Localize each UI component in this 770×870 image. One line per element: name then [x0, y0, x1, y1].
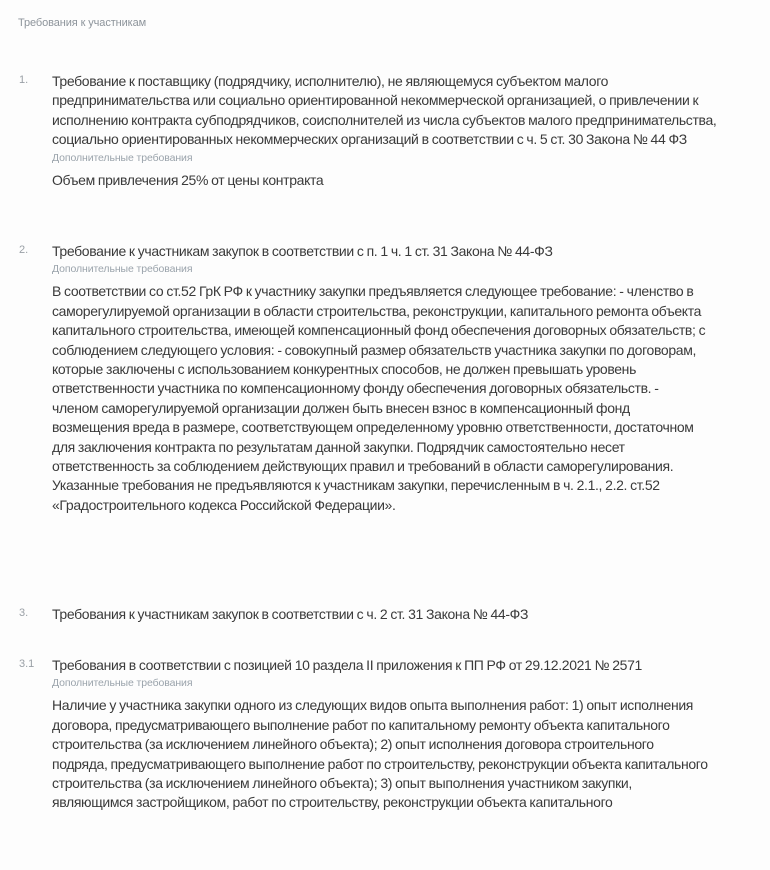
requirement-title: Требования к участникам закупок в соответствии с ч. 2 ст. 31 Закона № 44-ФЗ	[52, 606, 529, 622]
additional-requirements-label: Дополнительные требования	[52, 263, 193, 276]
additional-requirements-label: Дополнительные требования	[52, 151, 193, 164]
additional-requirements-label: Дополнительные требования	[52, 677, 193, 690]
requirement-title: Требования в соответствии с позицией 10 раздела II приложения к ПП РФ от 29.12.2021 № 2571	[52, 657, 642, 673]
requirement-title: Требование к участникам закупок в соответствии с п. 1 ч. 1 ст. 31 Закона № 44-ФЗ	[52, 243, 553, 259]
item-number: 1.	[19, 74, 29, 86]
item-number: 2.	[19, 244, 29, 256]
requirement-value: В соответствии со ст.52 ГрК РФ к участнику закупки предъявляется следующее требование: - членство в саморегулируемой организации в области строительства, реконструкции, капитального ремонта объекта капитального строительства, имеющей компенсационный фонд обеспечения договорных обязательств; с соблюдением следующего условия: - совокупный размер обязательств участника закупки по договорам, которые заключены с использованием конкурентных способов, не должен превышать уровень ответственности участника по компенсационному фонду обеспечения договорных обязательств. - членом саморегулируемой организации должен быть внесен взнос в компенсационный фонд возмещения вреда в размере, соответствующем определенному уровню ответственности, достаточном для заключения контракта по результатам данной закупки. Подрядчик самостоятельно несет ответственность за соблюдением действующих правил и требований в области саморегулирования. Указанные требования не предъявляются к участникам закупки, перечисленным в ч. 2.1., 2.2. ст.52 «Градостроительного кодекса Российской Федерации».	[52, 283, 706, 513]
requirement-value: Объем привлечения 25% от цены контракта	[52, 171, 324, 188]
item-number: 3.	[19, 607, 29, 619]
requirement-title: Требование к поставщику (подрядчику, исполнителю), не являющемуся субъектом малого предпринимательства или социально ориентированной некоммерческой организацией, о привлечении к исполнению контракта субподрядчиков, соисполнителей из числа субъектов малого предпринимательства, социально ориентированных некоммерческих организаций в соответствии с ч. 5 ст. 30 Закона № 44 ФЗ	[52, 73, 717, 148]
item-number: 3.1	[19, 658, 35, 670]
requirement-value: Наличие у участника закупки одного из следующих видов опыта выполнения работ: 1) опыт исполнения договора, предусматривающего выполнение работ по капитальному ремонту объекта капитального строительства (за исключением линейного объекта); 2) опыт исполнения договора строительного подряда, предусматривающего выполнение работ по строительству, реконструкции объекта капитального строительства (за исключением линейного объекта); 3) опыт выполнения участником закупки, являющимся застройщиком, работ по строительству, реконструкции объекта капитального	[52, 697, 708, 811]
section-title: Требования к участникам	[18, 17, 147, 29]
